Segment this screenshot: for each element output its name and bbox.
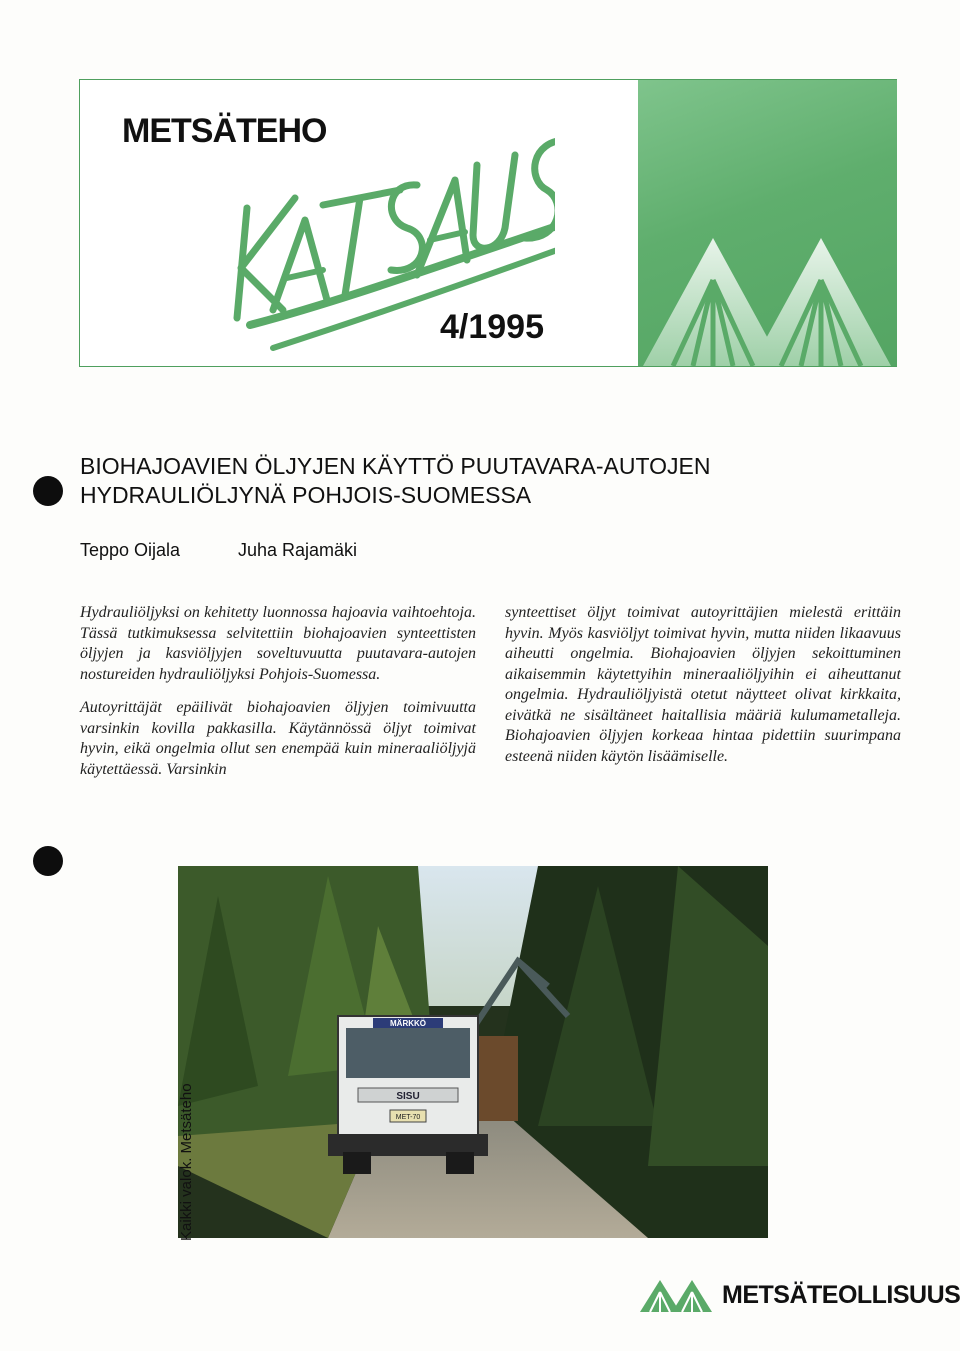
- title-line-2: HYDRAULIÖLJYNÄ POHJOIS-SUOMESSA: [80, 482, 532, 508]
- author-1: Teppo Oijala: [80, 540, 181, 560]
- paragraph: Hydrauliöljyksi on kehitetty luonnossa hajoavia vaihtoehtoja. Tässä tutkimuksessa selvitettiin biohajoavien synteettisten öljyjen ja kasviöljyjen soveltuvuutta puutavara-autojen nostureiden hydrauliöljyksi Pohjois-Suomessa.: [80, 604, 476, 683]
- forest-graphic-panel: [638, 80, 897, 366]
- right-column: [505, 603, 901, 780]
- issue-number: 4/1995: [440, 308, 544, 346]
- truck-name-plate: MÄRKKÖ: [390, 1019, 426, 1028]
- title-line-1: BIOHAJOAVIEN ÖLJYJEN KÄYTTÖ PUUTAVARA-AUTOJEN: [80, 453, 711, 479]
- left-column: [80, 603, 476, 793]
- photo-credit: [178, 1221, 348, 1241]
- brand-name: METSÄTEHO: [122, 112, 327, 150]
- punch-hole-bottom: [33, 846, 63, 876]
- truck-brand: SISU: [396, 1091, 420, 1102]
- punch-hole-top: [33, 476, 63, 506]
- author-2: Juha Rajamäki: [238, 540, 358, 560]
- masthead: [79, 79, 897, 367]
- truck-photo: [178, 866, 768, 1238]
- paragraph: Autoyrittäjät epäilivät biohajoavien öljyjen toimivuutta varsinkin kovilla pakkasilla. Käytännössä öljyt toimivat hyvin, eikä ongelmia ollut sen enempää kuin mineraaliöljyjä käytettäessä. Varsinkin: [80, 699, 476, 778]
- metsateollisuus-logo-icon: [640, 1278, 718, 1314]
- footer-logo-text: METSÄTEOLLISUUS: [722, 1281, 960, 1309]
- license-plate: MET-70: [395, 1114, 421, 1121]
- stylized-trees-icon: [638, 80, 897, 366]
- paragraph: synteettiset öljyt toimivat autoyrittäjien mielestä erittäin hyvin. Myös kasviöljyt toimivat hyvin, mutta niiden likaavuus aiheutti ongelmia. Biohajoavien öljyjen sekoittuminen aikaisemmin käytettyihin mineraaliöljyihin ei aiheuttanut ongelmia. Hydrauliöljyistä otetut näytteet olivat kirkkaita, eivätkä ne sisältäneet haitallisia määriä kulumametalleja. Biohajoavien öljyjen korkeaa hintaa pidettiin suurimpana esteenä niiden käytön lisäämiselle.: [505, 604, 901, 765]
- article-title: [80, 452, 840, 510]
